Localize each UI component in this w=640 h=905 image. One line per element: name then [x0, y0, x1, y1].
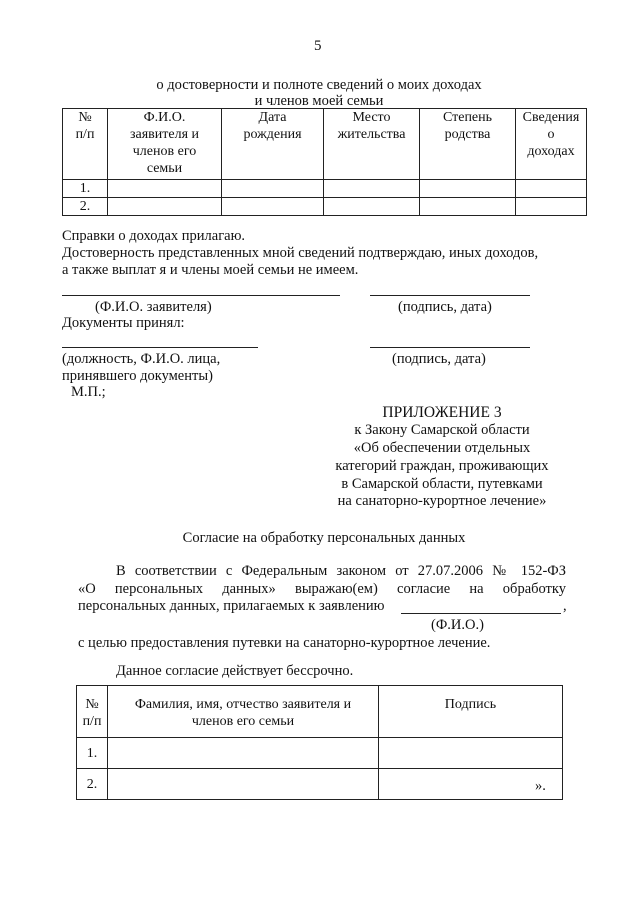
table-header-row	[77, 686, 563, 738]
row-number: 1.	[77, 738, 108, 769]
table-row	[63, 180, 587, 198]
applicant-name-caption: (Ф.И.О. заявителя)	[95, 299, 212, 315]
appendix-title: ПРИЛОЖЕНИЕ 3	[382, 404, 502, 421]
official-position-caption-2: принявшего документы)	[62, 368, 213, 384]
table-cell[interactable]	[108, 198, 222, 216]
table-cell[interactable]	[108, 180, 222, 198]
consent-validity: Данное согласие действует бессрочно.	[116, 663, 354, 679]
table-cell[interactable]	[324, 180, 420, 198]
table-cell[interactable]	[324, 198, 420, 216]
appendix-line: «Об обеспечении отдельных	[353, 440, 531, 456]
consent-paragraph-line2: «О персональных данных» выражаю(ем) согласие на обработку	[78, 581, 566, 597]
header-cell-fio	[108, 109, 222, 180]
header-text: жительства	[337, 127, 406, 142]
docs-accepted-label: Документы принял:	[62, 315, 185, 331]
header-text: Степень	[442, 110, 493, 125]
header-text: Фамилия, имя, отчество заявителя и	[134, 697, 352, 712]
header-cell-income	[516, 109, 587, 180]
row-number: 2.	[63, 198, 108, 216]
consent-title: Согласие на обработку персональных данных	[182, 530, 466, 546]
page-number: 5	[314, 38, 322, 54]
table-cell[interactable]	[420, 198, 516, 216]
consent-paragraph-line1: В соответствии с Федеральным законом от 27.07.2006 № 152-ФЗ	[116, 563, 566, 579]
header-text: о	[547, 127, 555, 142]
header-cell-residence	[324, 109, 420, 180]
table-cell[interactable]	[108, 769, 379, 800]
closing-quote: ».	[535, 778, 546, 794]
header-text: членов его семьи	[191, 714, 295, 729]
official-position-line[interactable]	[62, 347, 258, 348]
official-position-caption-1: (должность, Ф.И.О. лица,	[62, 351, 221, 367]
header-text: Место	[352, 110, 391, 125]
income-table	[62, 108, 587, 216]
header-text: п/п	[75, 127, 95, 142]
appendix-line: категорий граждан, проживающих	[335, 458, 549, 474]
consent-table	[76, 685, 563, 800]
appendix-line: в Самарской области, путевками	[341, 476, 543, 492]
row-number: 1.	[63, 180, 108, 198]
header-cell-number	[63, 109, 108, 180]
header-text: доходах	[527, 144, 575, 159]
header-text: членов его	[132, 144, 197, 159]
stamp-label: М.П.;	[71, 384, 106, 400]
consent-comma: ,	[563, 598, 567, 614]
confirm-statement-line1: Достоверность представленных мной сведений подтверждаю, иных доходов,	[62, 245, 539, 261]
header-cell-fio	[108, 686, 379, 738]
applicant-name-line[interactable]	[62, 295, 340, 296]
header-text: родства	[444, 127, 491, 142]
table-cell[interactable]	[516, 198, 587, 216]
header-text: семьи	[146, 161, 183, 176]
consent-fio-line[interactable]	[401, 613, 561, 614]
consent-purpose: с целью предоставления путевки на санаторно-курортное лечение.	[78, 635, 491, 651]
header-text: заявителя и	[129, 127, 200, 142]
official-signature-line[interactable]	[370, 347, 530, 348]
consent-fio-caption: (Ф.И.О.)	[431, 617, 484, 633]
header-cell-relation	[420, 109, 516, 180]
table-cell[interactable]	[516, 180, 587, 198]
top-heading-line2: и членов моей семьи	[254, 93, 384, 109]
table-cell[interactable]	[420, 180, 516, 198]
header-text: Дата	[258, 110, 287, 125]
header-text: Подпись	[444, 697, 497, 712]
table-cell[interactable]	[222, 180, 324, 198]
header-cell-signature	[379, 686, 563, 738]
header-text: рождения	[243, 127, 302, 142]
header-cell-number	[77, 686, 108, 738]
applicant-signature-caption: (подпись, дата)	[398, 299, 492, 315]
row-number: 2.	[77, 769, 108, 800]
header-text: Ф.И.О.	[143, 110, 186, 125]
header-text: №	[85, 697, 99, 712]
consent-paragraph-line3: персональных данных, прилагаемых к заявлению	[78, 598, 385, 614]
applicant-signature-line[interactable]	[370, 295, 530, 296]
attach-statement: Справки о доходах прилагаю.	[62, 228, 246, 244]
top-heading-line1: о достоверности и полноте сведений о моих доходах	[156, 77, 482, 93]
confirm-statement-line2: а также выплат я и члены моей семьи не имеем.	[62, 262, 359, 278]
table-row	[77, 769, 563, 800]
table-header-row	[63, 109, 587, 180]
header-text: №	[78, 110, 92, 125]
signature-cell[interactable]	[379, 738, 563, 769]
official-signature-caption: (подпись, дата)	[392, 351, 486, 367]
header-cell-birthdate	[222, 109, 324, 180]
header-text: Сведения	[522, 110, 580, 125]
table-cell[interactable]	[108, 738, 379, 769]
table-row	[63, 198, 587, 216]
table-row	[77, 738, 563, 769]
table-cell[interactable]	[222, 198, 324, 216]
appendix-line: к Закону Самарской области	[354, 422, 530, 438]
header-text: п/п	[82, 714, 102, 729]
appendix-line: на санаторно-курортное лечение»	[337, 493, 547, 509]
